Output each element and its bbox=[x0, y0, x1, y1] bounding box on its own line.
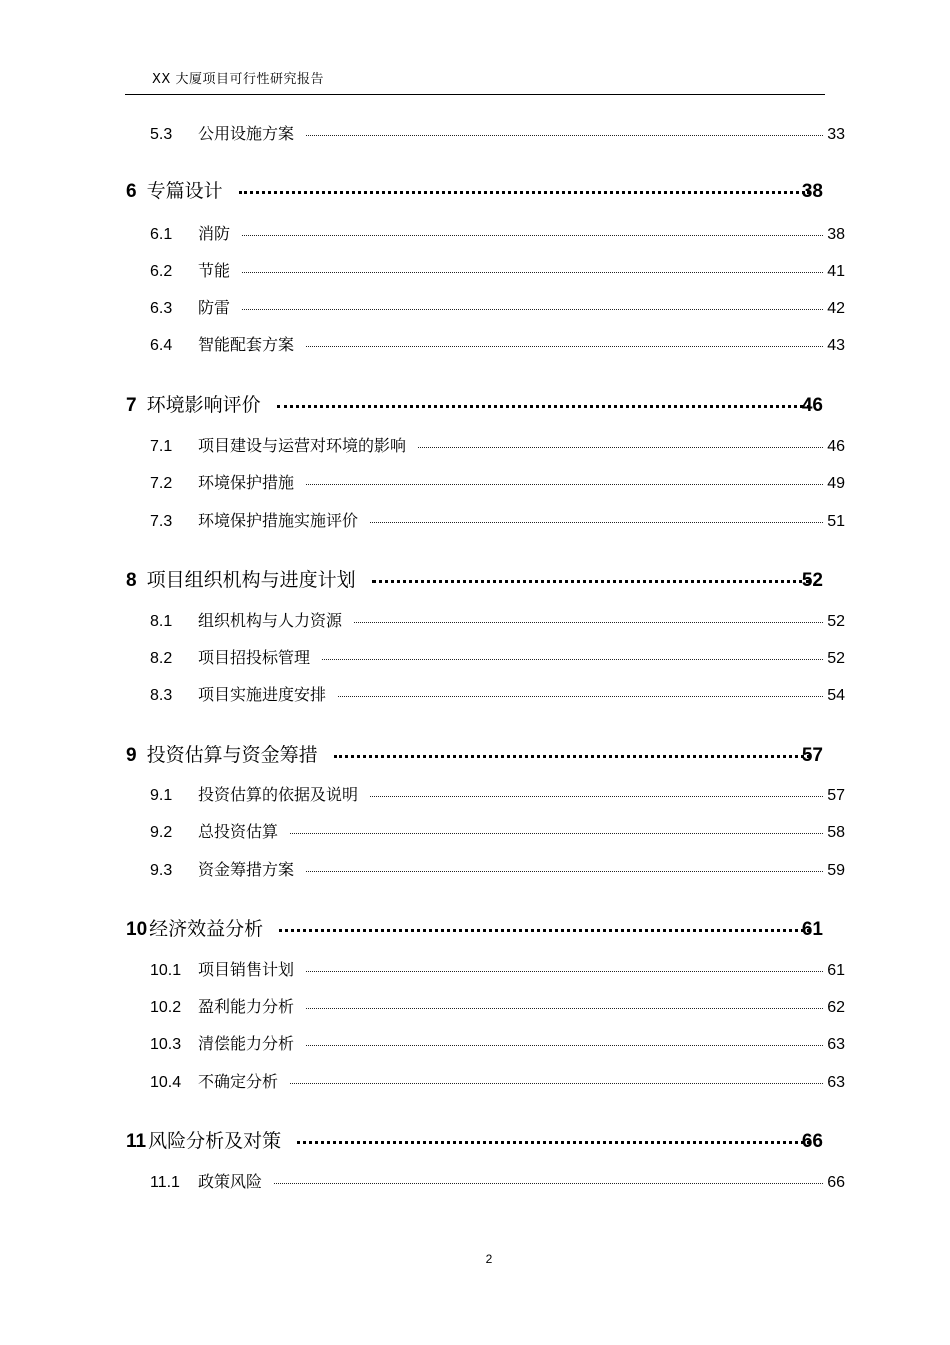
toc-entry[interactable] bbox=[150, 645, 845, 668]
leader-dots bbox=[279, 929, 810, 932]
toc-entry[interactable] bbox=[150, 857, 845, 880]
toc-entry-page: 43 bbox=[827, 337, 845, 354]
toc-chapter[interactable] bbox=[126, 176, 823, 203]
toc-entry-number: 9.1 bbox=[150, 787, 173, 804]
toc-entry-title: 不确定分析 bbox=[198, 1072, 279, 1091]
toc-entry[interactable] bbox=[150, 121, 845, 144]
toc-entry[interactable] bbox=[150, 957, 845, 980]
toc-entry[interactable] bbox=[150, 782, 845, 805]
toc-entry-number: 6.4 bbox=[150, 337, 173, 354]
toc-chapter-title: 风险分析及对策 bbox=[148, 1130, 282, 1152]
toc-chapter-number: 9 bbox=[126, 745, 137, 766]
leader-dots bbox=[306, 346, 823, 347]
toc-chapter-number: 7 bbox=[126, 395, 137, 416]
leader-dots bbox=[290, 1083, 823, 1084]
leader-dots bbox=[338, 696, 823, 697]
toc-entry-number: 10.1 bbox=[150, 962, 182, 979]
toc-entry-number: 8.1 bbox=[150, 613, 173, 630]
toc-chapter-page: 46 bbox=[801, 395, 823, 416]
toc-entry-number: 6.1 bbox=[150, 226, 173, 243]
toc-chapter-page: 52 bbox=[801, 570, 823, 591]
toc-entry-page: 58 bbox=[827, 824, 845, 841]
leader-dots bbox=[306, 484, 823, 485]
toc-entry-number: 10.2 bbox=[150, 999, 182, 1016]
toc-chapter-page: 61 bbox=[801, 919, 823, 940]
toc-chapter-title: 专篇设计 bbox=[146, 180, 223, 202]
leader-dots bbox=[334, 755, 810, 758]
toc-entry-number: 7.2 bbox=[150, 475, 173, 492]
leader-dots bbox=[306, 1045, 823, 1046]
toc-entry-page: 49 bbox=[827, 475, 845, 492]
toc-entry-title: 资金筹措方案 bbox=[198, 860, 295, 879]
toc-entry[interactable] bbox=[150, 258, 845, 281]
toc-entry-number: 10.4 bbox=[150, 1074, 182, 1091]
toc-entry-title: 项目销售计划 bbox=[198, 960, 295, 979]
toc-entry-page: 42 bbox=[827, 300, 845, 317]
leader-dots bbox=[370, 796, 823, 797]
toc-entry-title: 节能 bbox=[198, 261, 231, 280]
page-number: 2 bbox=[485, 1252, 493, 1266]
toc-entry-title: 防雷 bbox=[198, 298, 231, 317]
toc-chapter[interactable] bbox=[126, 914, 823, 941]
toc-entry-title: 项目实施进度安排 bbox=[198, 685, 327, 704]
leader-dots bbox=[277, 405, 810, 408]
toc-entry-page: 38 bbox=[827, 226, 845, 243]
leader-dots bbox=[306, 871, 823, 872]
toc-entry[interactable] bbox=[150, 295, 845, 318]
leader-dots bbox=[242, 272, 823, 273]
toc-entry-number: 6.2 bbox=[150, 263, 173, 280]
leader-dots bbox=[370, 522, 823, 523]
toc-chapter-page: 38 bbox=[801, 181, 823, 202]
toc-entry[interactable] bbox=[150, 1169, 845, 1192]
toc-entry-number: 9.2 bbox=[150, 824, 173, 841]
toc-entry-page: 52 bbox=[827, 613, 845, 630]
leader-dots bbox=[322, 659, 823, 660]
toc-entry-number: 7.1 bbox=[150, 438, 173, 455]
toc-chapter-title: 项目组织机构与进度计划 bbox=[146, 569, 356, 591]
toc-entry-title: 总投资估算 bbox=[198, 822, 279, 841]
toc-entry[interactable] bbox=[150, 819, 845, 842]
toc-entry-page: 59 bbox=[827, 862, 845, 879]
toc-entry-title: 环境保护措施实施评价 bbox=[198, 511, 359, 530]
leader-dots bbox=[306, 1008, 823, 1009]
toc-chapter[interactable] bbox=[126, 740, 823, 767]
toc-entry-title: 投资估算的依据及说明 bbox=[198, 785, 359, 804]
toc-chapter-page: 57 bbox=[801, 745, 823, 766]
leader-dots bbox=[418, 447, 823, 448]
toc-entry-title: 政策风险 bbox=[198, 1172, 263, 1191]
toc-chapter[interactable] bbox=[126, 565, 823, 592]
toc-entry-page: 63 bbox=[827, 1074, 845, 1091]
toc-entry-title: 项目建设与运营对环境的影响 bbox=[198, 436, 407, 455]
leader-dots bbox=[274, 1183, 823, 1184]
toc-chapter-title: 投资估算与资金筹措 bbox=[146, 744, 318, 766]
toc-chapter-number: 11 bbox=[126, 1131, 147, 1152]
toc-entry-page: 62 bbox=[827, 999, 845, 1016]
toc-entry-page: 66 bbox=[827, 1174, 845, 1191]
toc-chapter-page: 66 bbox=[801, 1131, 823, 1152]
toc-entry-page: 57 bbox=[827, 787, 845, 804]
toc-entry[interactable] bbox=[150, 221, 845, 244]
toc-entry-page: 52 bbox=[827, 650, 845, 667]
leader-dots bbox=[242, 235, 823, 236]
leader-dots bbox=[239, 191, 810, 194]
toc-entry[interactable] bbox=[150, 994, 845, 1017]
toc-entry-title: 智能配套方案 bbox=[198, 335, 295, 354]
toc-entry[interactable] bbox=[150, 508, 845, 531]
toc-chapter-title: 环境影响评价 bbox=[146, 394, 261, 416]
leader-dots bbox=[354, 622, 823, 623]
toc-entry-title: 组织机构与人力资源 bbox=[198, 611, 343, 630]
toc-entry-page: 54 bbox=[827, 687, 845, 704]
toc-entry-number: 7.3 bbox=[150, 513, 173, 530]
toc-entry[interactable] bbox=[150, 332, 845, 355]
toc-entry-title: 消防 bbox=[198, 224, 231, 243]
toc-entry[interactable] bbox=[150, 470, 845, 493]
leader-dots bbox=[297, 1141, 810, 1144]
toc-entry-title: 公用设施方案 bbox=[198, 124, 295, 143]
toc-entry-page: 63 bbox=[827, 1036, 845, 1053]
toc-entry[interactable] bbox=[150, 1069, 845, 1092]
toc-entry[interactable] bbox=[150, 608, 845, 631]
toc-entry-number: 8.2 bbox=[150, 650, 173, 667]
toc-chapter-number: 10 bbox=[126, 919, 148, 940]
toc-entry-title: 清偿能力分析 bbox=[198, 1034, 295, 1053]
toc-chapter[interactable] bbox=[126, 1126, 823, 1153]
toc-entry[interactable] bbox=[150, 1031, 845, 1054]
toc-entry-number: 11.1 bbox=[150, 1174, 180, 1191]
leader-dots bbox=[306, 971, 823, 972]
running-header: XX 大厦项目可行性研究报告 bbox=[152, 72, 324, 87]
toc-entry[interactable] bbox=[150, 682, 845, 705]
toc-entry-number: 10.3 bbox=[150, 1036, 182, 1053]
leader-dots bbox=[372, 580, 810, 583]
toc-entry-number: 9.3 bbox=[150, 862, 173, 879]
toc-entry-title: 环境保护措施 bbox=[198, 473, 295, 492]
toc-chapter-number: 6 bbox=[126, 181, 137, 202]
toc-entry-number: 8.3 bbox=[150, 687, 173, 704]
toc-entry-title: 项目招投标管理 bbox=[198, 648, 311, 667]
toc-entry[interactable] bbox=[150, 433, 845, 456]
toc-chapter-title: 经济效益分析 bbox=[149, 918, 264, 940]
toc-entry-number: 5.3 bbox=[150, 126, 173, 143]
toc-entry-number: 6.3 bbox=[150, 300, 173, 317]
toc-entry-title: 盈利能力分析 bbox=[198, 997, 295, 1016]
toc-chapter-number: 8 bbox=[126, 570, 137, 591]
toc-entry-page: 61 bbox=[827, 962, 845, 979]
toc-chapter[interactable] bbox=[126, 390, 823, 417]
toc-entry-page: 33 bbox=[827, 126, 845, 143]
toc-entry-page: 51 bbox=[827, 513, 845, 530]
leader-dots bbox=[306, 135, 823, 136]
toc-entry-page: 41 bbox=[827, 263, 845, 280]
toc-entry-page: 46 bbox=[827, 438, 845, 455]
leader-dots bbox=[242, 309, 823, 310]
leader-dots bbox=[290, 833, 823, 834]
